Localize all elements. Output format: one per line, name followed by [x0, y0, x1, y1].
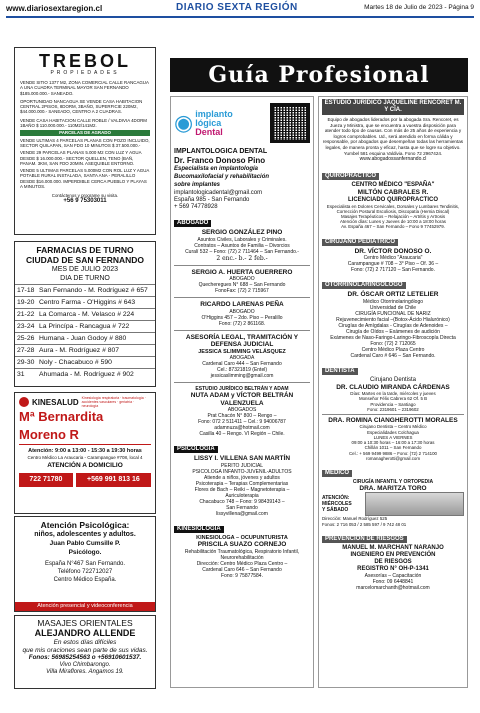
quiro-line: Masajes Terapéuticos – Relajación – Artritis y Artrosis [340, 214, 446, 220]
section-psicologia: PSICOLOGÍA [174, 446, 218, 453]
farmacias-table [15, 284, 155, 380]
larenas-line: O'Higgins 457 – 2do. Piso – Peralillo [201, 314, 283, 321]
masajes-phones[interactable]: Fonos: 56985254563 o +56910601537. [28, 654, 142, 661]
trebol-item: VENDE CASA HABITACION CALLE ROBLE / VALDIVIA 4DORM 1BAÑO $ 110.000.000.- 110M2/141M2. [20, 117, 147, 129]
gonzalez-line: Asuntos Civiles, Laborales y Criminales. [197, 236, 287, 243]
farmacia-day: 27-28 [17, 347, 35, 354]
larenas-role: ABOGADO [229, 308, 255, 315]
quiro-name: MILTÓN CABRALES R. [357, 189, 429, 197]
farmacia-name: La Comarca - M. Velasco # 224 [39, 311, 135, 318]
villena-email[interactable]: lissyvillena@gmail.com [216, 510, 268, 517]
qr-code-icon[interactable] [270, 103, 310, 143]
cianghe-line: Cel.: + 569 9499 9886 – Fono: (72) 2 714100 [348, 450, 437, 456]
slimming-email[interactable]: jessicaslimming@gmail.com [210, 373, 274, 379]
trebol-item: VENDE 5 ULTIMAS PARCELAS 5.000M2 CON ROL LUZ Y AGUA POTABLE RURAL INSTALADA, SANTA ANA - PERALILLO DESDE $16.000.000. IMPERDIBLE CERCA PUEBLO Y PLAYAS A MINUTOS. [20, 168, 150, 190]
villena-line: San Fernando [226, 504, 258, 511]
kinesalud-logo: KINESALUD [32, 397, 79, 407]
toro-title: CIRUGÍA INFANTIL Y ORTOPEDIA [352, 478, 434, 485]
psico-place: Centro Médico España. [53, 577, 117, 583]
psico-sub: niños, adolescentes y adultos. [34, 531, 136, 538]
marchant-line: Asesorías – Capacitación [364, 572, 422, 579]
ortiz-name: DR. ÓSCAR ORTIZ LETELIER [347, 291, 439, 299]
kinesalud-tag: Kinesiología respiratoria · traumatología · accidentes vasculares · geriatría · neurología [81, 396, 146, 408]
trebol-logo: TREBOL [39, 51, 131, 71]
psico-name: Juan Pablo Cumsille P. [49, 540, 121, 547]
estudio-web[interactable]: www.abogadossanfernando.cl [359, 156, 427, 163]
donoso-line: Fono: (72) 2 717120 – San Fernando. [351, 267, 435, 274]
farmacia-day: 21-22 [17, 311, 35, 318]
section-medico: MÉDICO [322, 470, 352, 477]
toro-line: Dirección: Manuel Rodríguez 525 [322, 516, 388, 522]
implanto-name: IMPLANTOLOGICA DENTAL [174, 148, 268, 155]
huerta-role: ABOGADO [229, 276, 255, 282]
suazo-line: Dirección: Centro Médico Plaza Centro – [196, 560, 288, 567]
farmacia-row [15, 308, 155, 320]
section-kinesiologia: KINESIOLOGÍA [174, 526, 224, 533]
psico-title: Atención Psicológica: [40, 520, 130, 530]
farmacia-row [15, 320, 155, 332]
site-url[interactable]: www.diariosextaregion.cl [6, 4, 103, 13]
farmacia-name: Aura - M. Rodríguez # 807 [39, 347, 120, 354]
suazo-line: Rehabilitación Traumatológica, Respiratorio Infantil, [184, 548, 300, 555]
marchant-email[interactable]: marcelomarchanth@hotmail.com [356, 584, 430, 591]
ortiz-line: CIRUGÍA FUNCIONAL DE NARIZ [355, 310, 431, 317]
farmacia-day: 25-26 [17, 335, 35, 342]
guia-title: Guía Profesional [208, 62, 430, 88]
beltran-name: NUTA ADAM y VÍCTOR BELTRÁN VALENZUELA [190, 392, 294, 407]
villena-line: Chacabuco 748 – Fono: 9 98439143 – [199, 498, 285, 505]
farmacia-row [15, 356, 155, 368]
implanto-logo [174, 110, 265, 137]
ortiz-line: Fono: (72) 2 712065 [370, 340, 416, 347]
farmacia-name: San Fernando - M. Rodríguez # 657 [39, 287, 148, 294]
cianghe-line: Especialidades Colchagua [367, 429, 419, 435]
farmacia-name: Centro Farma - O'Higgins # 643 [39, 299, 136, 306]
toro-attention: ATENCIÓN: [322, 495, 350, 502]
slimming-role: ABOGADA [229, 355, 255, 361]
estudio-body: Equipo de abogados liderados por la abogada Sra. Rencoret, es Jueza y Ministra, que se encuentra a vuestra disposición para atender todo tipo de causas. Con más de 25 años de experiencia y logros comprobables. Ud., será atendido en forma cálida y responsable, por abogados que desempeñan todas las herramientas legales, de manera pronta y eficaz, hasta que se logre su objetivo. Yumbel 581 esquina Valdivia. Fono 72 2967424. [322, 117, 464, 156]
donoso-name: DR. VÍCTOR DONOSO O. [354, 247, 432, 255]
farmacias-month: MES DE JULIO 2023 [51, 266, 119, 273]
cianghe-line: Chillán 1011 – San Fernando [364, 445, 422, 451]
huerta-line: Quecheregues N° 688 – San Fernando [198, 282, 286, 288]
toro-attention: Y SÁBADO [322, 507, 349, 514]
villena-line: Flores de Bach – Reiki – Magnetoterapia – [194, 486, 290, 493]
farmacia-day: 19-20 [17, 299, 35, 306]
miranda-name: DR. CLAUDIO MIRANDA CÁRDENAS [336, 383, 450, 391]
psico-phone[interactable]: Teléfono 722712027 [57, 569, 113, 575]
guia-title-bar [170, 58, 468, 92]
marchant-line: INGENIERO EN PREVENCIÓN [350, 551, 436, 558]
kinesalud-phone-2[interactable]: +569 991 813 16 [76, 473, 151, 487]
ortiz-line: Cirugía de Oídos – Exámenes de audición [346, 328, 440, 335]
marchant-line: DE RIESGOS [374, 558, 412, 565]
ortiz-line: Médico Otorrinolaringólogo [362, 298, 424, 305]
cianghe-line: LUNES A VIERNES [373, 434, 413, 440]
marchant-phone[interactable]: Fono: 09 6448841 [372, 578, 414, 585]
implanto-logo-text-3: Dental [195, 126, 223, 137]
kinesalud-address: Centro Médico La Araucaria - Carampangue #708, local 4 [27, 455, 143, 460]
section-title: DIARIO SEXTA REGIÓN [176, 2, 298, 13]
quiro-line: Especialista en Dolores Cervicales, Dorsales y Lumbares Tendinitis, Corrección Postural Escoliosis, Discopatía (Hernia Discal) [326, 203, 460, 214]
psico-ad [14, 516, 156, 612]
cianghe-line: 09:00 a 10:30 horas – 16:00 a 17:30 horas [351, 440, 435, 446]
kinesalud-phone-1[interactable]: 722 71780 [19, 473, 73, 487]
psico-footer: Atención presencial y videoconferencia [15, 602, 155, 611]
villena-role: PERITO JUDICIAL [220, 462, 264, 469]
kinesalud-logo-icon [19, 397, 29, 407]
slimming-line: Cardenal Caro 444 – San Fernando [202, 361, 282, 367]
implanto-specialty-3: sobre implantes [174, 182, 221, 188]
kinesalud-name: Mª Bernardita Moreno R [19, 408, 151, 445]
ortiz-line: Centro Médico Plaza Centro [361, 346, 425, 353]
quiro-sub: LICENCIADO QUIROPRACTICO [348, 196, 438, 203]
marchant-line: REGISTRO N° OH-P-1341 [357, 565, 429, 572]
kinesalud-banner: ATENCIÓN A DOMICILIO [47, 462, 123, 469]
trebol-item: VENDE SITIO 1377 M2, ZONA COMERCIAL CALLE RANCAGUA A UNA CUADRA TERMINAL MAYOR SAN FERNANDO $185.000.000.- SANEADO. [20, 80, 149, 96]
villena-line: Psicoterapia – Terapias Complementarias [195, 480, 289, 487]
farmacias-sub: DIA DE TURNO [60, 275, 110, 282]
villena-line: Atiende a niños, jóvenes y adultos [204, 474, 280, 481]
implanto-logo-text: implanto [195, 108, 233, 119]
farmacia-day: 23-24 [17, 323, 35, 330]
guia-middle-column [170, 96, 314, 688]
slimming-line: Cel.: 87321819 (Entel) [216, 367, 268, 373]
farmacia-name: Ahumada - M. Rodríguez # 902 [39, 371, 134, 378]
masajes-ad [14, 615, 156, 689]
section-dentista: DENTISTA [322, 368, 358, 375]
estudio-header: ESTUDIO JURÍDICO JAQUELINE RENCORET M. Y CÍA. [322, 99, 464, 115]
farmacia-name: Noly - Chacabuco # 590 [39, 359, 112, 366]
ortiz-line: Cirugías de Amígdalas - Cirugías de Adenoides – [338, 322, 448, 329]
miranda-line: Monseñor Félix Cabrera 62 Of. 5 B [358, 396, 428, 402]
gonzalez-name: SERGIO GONZÁLEZ PINO [201, 229, 283, 236]
ortiz-line: Exámenes de Naso-Faringo-Laringo-Fibroscopía Directa [330, 334, 456, 341]
page-date: Martes 18 de Julio de 2023 - Página 9 [364, 4, 474, 11]
doctor-photo [365, 492, 464, 516]
marchant-name: MANUEL M. MARCHANT NARANJO [342, 544, 444, 551]
villena-line: PSICOLOGA INFANTO-JUVENIL-ADULTOS [192, 468, 292, 475]
trebol-phone[interactable]: +56 9 75303011 [63, 197, 107, 204]
masajes-addr-2: Villa Miraflores. Angamos 19. [46, 669, 124, 675]
toro-attention: MIÉRCOLES [322, 501, 352, 508]
ortiz-line: Rejuvenecimiento facial –(Botox-Ácido Hialurónico) [336, 316, 450, 323]
implanto-phone[interactable]: + 569 74778928 [174, 204, 218, 210]
implanto-logo-text-2: lógica [195, 117, 222, 128]
quiro-line: Av. España 467 – San Fernando – Fono 9 77452979. [341, 224, 445, 230]
quiro-centro: CENTRO MÉDICO "ESPAÑA" [351, 182, 435, 189]
miranda-line: Fono: 2319601 – 2319602 [367, 406, 419, 412]
villena-name: LISSY I. VILLENA SAN MARTÍN [193, 455, 291, 462]
farmacia-row [15, 332, 155, 344]
implanto-email[interactable]: implantologicadental@gmail.com [174, 190, 263, 196]
huerta-name: SERGIO A. HUERTA GUERRERO [191, 268, 293, 276]
cianghe-line: Cirujano Dentista – Centro Médico [359, 424, 427, 430]
gonzalez-line: Contratos – Asuntos de Familia – Divorcios [194, 242, 290, 249]
section-cirujano-pediatrico: CIRUJANO PEDIÁTRICO [322, 239, 398, 246]
kinesalud-hours: Atención: 9:00 a 13:00 - 15:30 a 19:30 horas [28, 448, 142, 454]
farmacias-box [14, 241, 156, 387]
farmacia-day: 29-30 [17, 359, 35, 366]
farmacia-row [15, 368, 155, 380]
section-quiropractico: QUIROPRÁCTICO [322, 173, 379, 180]
psico-role: Psicólogo. [68, 549, 102, 556]
implanto-address: España 985 - San Fernando [174, 197, 250, 203]
masajes-name: ALEJANDRO ALLENDE [34, 628, 136, 638]
suazo-title: KINESIOLOGA – OCUPUNTURISTA [196, 534, 288, 541]
suazo-line: Cardenal Caro 646 – San Fernando [202, 566, 282, 573]
villena-line: Auriculoterapia [225, 492, 259, 499]
section-prevencion: PREVENCIÓN DE RIESGOS [322, 536, 407, 543]
trebol-ad [14, 47, 156, 235]
farmacia-name: La Princípa - Rancagua # 722 [39, 323, 130, 330]
masajes-line-2: que mis oraciones sean parte de sus vidas. [22, 646, 148, 654]
suazo-line: Neurorehabilitación [220, 554, 264, 561]
miranda-title: Cirujano Dentista [369, 376, 417, 383]
ortiz-line: Cardenal Caro # 646 – San Fernando. [350, 352, 436, 359]
beltran-line: Prat Chacón N° 800 – Rengo – [207, 413, 277, 419]
masajes-line-1: En estos días difíciles [53, 639, 117, 646]
cianghe-email[interactable]: romanagherotti@gmail.com [366, 455, 420, 461]
gonzalez-line: Curalí 532 – Fono: (72) 2 711464 – San Fernando.- [185, 248, 299, 255]
gonzalez-line: 2 enc.- b.- 2 feb.- [216, 254, 268, 262]
masthead [6, 0, 474, 16]
beltran-line: Casilla 40 – Rengo. VI Región – Chile. [199, 431, 285, 437]
guia-right-column [318, 96, 468, 688]
larenas-name: RICARDO LARENAS PEÑA [200, 301, 284, 308]
farmacias-title: FARMACIAS DE TURNO CIUDAD DE SAN FERNANDO [25, 245, 145, 265]
trebol-sub: PROPIEDADES [50, 70, 120, 76]
ortiz-line: Universidad de Chile [369, 304, 417, 311]
masthead-rule [6, 16, 474, 18]
psico-address: España N°467 San Fernando. [44, 561, 126, 567]
tooth-icon: ◉ [174, 110, 194, 135]
farmacia-row [15, 284, 155, 296]
trebol-parcelas-heading: PARCELAS DE AGRADO [20, 130, 150, 135]
farmacia-name: Humana - Juan Godoy # 880 [39, 335, 127, 342]
trebol-item: VENDE ULTIMAS 4 PARCELAS PLANAS CON POZO INCLUIDO, SECTOR QUILAPAN, SAN FDO 10 MINUTOS $ 37.500.000.- [20, 137, 150, 148]
miranda-line: Providencia – Santiago [370, 401, 416, 407]
slimming-name: JESSICA SLIMMING VELÁSQUEZ [198, 348, 286, 355]
quiro-line: Atención días: Lunes y Jueves de 10:00 a 18:00 horas [340, 219, 446, 225]
donoso-line: Carampangue # 708 – 3° Piso – Of. 36 – [347, 261, 439, 268]
farmacia-day: 17-18 [17, 287, 35, 294]
trebol-item: VENDE 29 PARCELAS PLANAS 5.000 M2 CON LUZ Y AGUA DESDE $ 16.000.000.- SECTOR QUELLEN, TENO (BAÑ, PANAM. 3KM, SAN FDO 20MIN. ASEQUIBLE ENTORNO. [20, 150, 142, 166]
implanto-specialty-1: Especialista en implantología [174, 166, 259, 172]
larenas-line: Fono: (72) 2 861168. [218, 320, 266, 327]
trebol-item: OPORTUNIDAD NANCAGUA SE VENDE CASA HABITACION CENTRAL 2PISOS, 8DORM, 3BAÑO, SUPERFICIE 220M2, $44.000.000.- SANEADO, CENTRO A 2 CUADRAS. [20, 98, 143, 115]
asesoria-title: ASESORÍA LEGAL, TRAMITACIÓN Y DEFENSA JUDICIAL [185, 333, 299, 348]
masajes-title: MASAJES ORIENTALES [37, 618, 133, 628]
beltran-head: ESTUDIO JURÍDICO BELTRÁN Y ADAM [195, 386, 289, 392]
section-abogado: ABOGADO [174, 220, 211, 227]
miranda-line: Días: Martes en la tarde, miércoles y jueves [350, 391, 436, 397]
donoso-line: Centro Médico "Araucaria" [363, 255, 423, 262]
beltran-line: Fono: 072 2 511411 – Cel.: 9 94006787 [198, 419, 286, 425]
kinesalud-ad [14, 392, 156, 514]
suazo-name: PRISCILA SUAZO CORNEJO [197, 541, 287, 548]
trebol-contact: Contáctenos y programe su visita. [51, 193, 119, 199]
implanto-doctor: Dr. Franco Donoso Pino [174, 156, 266, 165]
farmacia-day: 31 [17, 371, 25, 378]
beltran-role: ABOGADOS [227, 407, 257, 413]
implanto-specialty-2: Bucomaxilofacial y rehabilitación [174, 173, 270, 180]
masajes-addr-1: Vivo Chimbarongo. [59, 662, 111, 668]
toro-name: DRA. MARITZA TORO [359, 484, 427, 492]
farmacia-row [15, 296, 155, 308]
section-otorrino: OTORRINOLARINGÓLOGO [322, 282, 406, 289]
suazo-phone[interactable]: Fono: 9 75877584. [221, 572, 263, 579]
huerta-line: FonoFax: (72) 2 715967 [215, 288, 269, 294]
farmacia-row [15, 344, 155, 356]
toro-line: Fonos: 2 716 053 / 2 585 597 / 9 742 48 01 [322, 521, 407, 527]
beltran-email[interactable]: adamnuza@hotmail.com [214, 425, 270, 431]
cianghe-name: DRA. ROMINA CIANGHEROTTI MORALES [328, 416, 458, 424]
